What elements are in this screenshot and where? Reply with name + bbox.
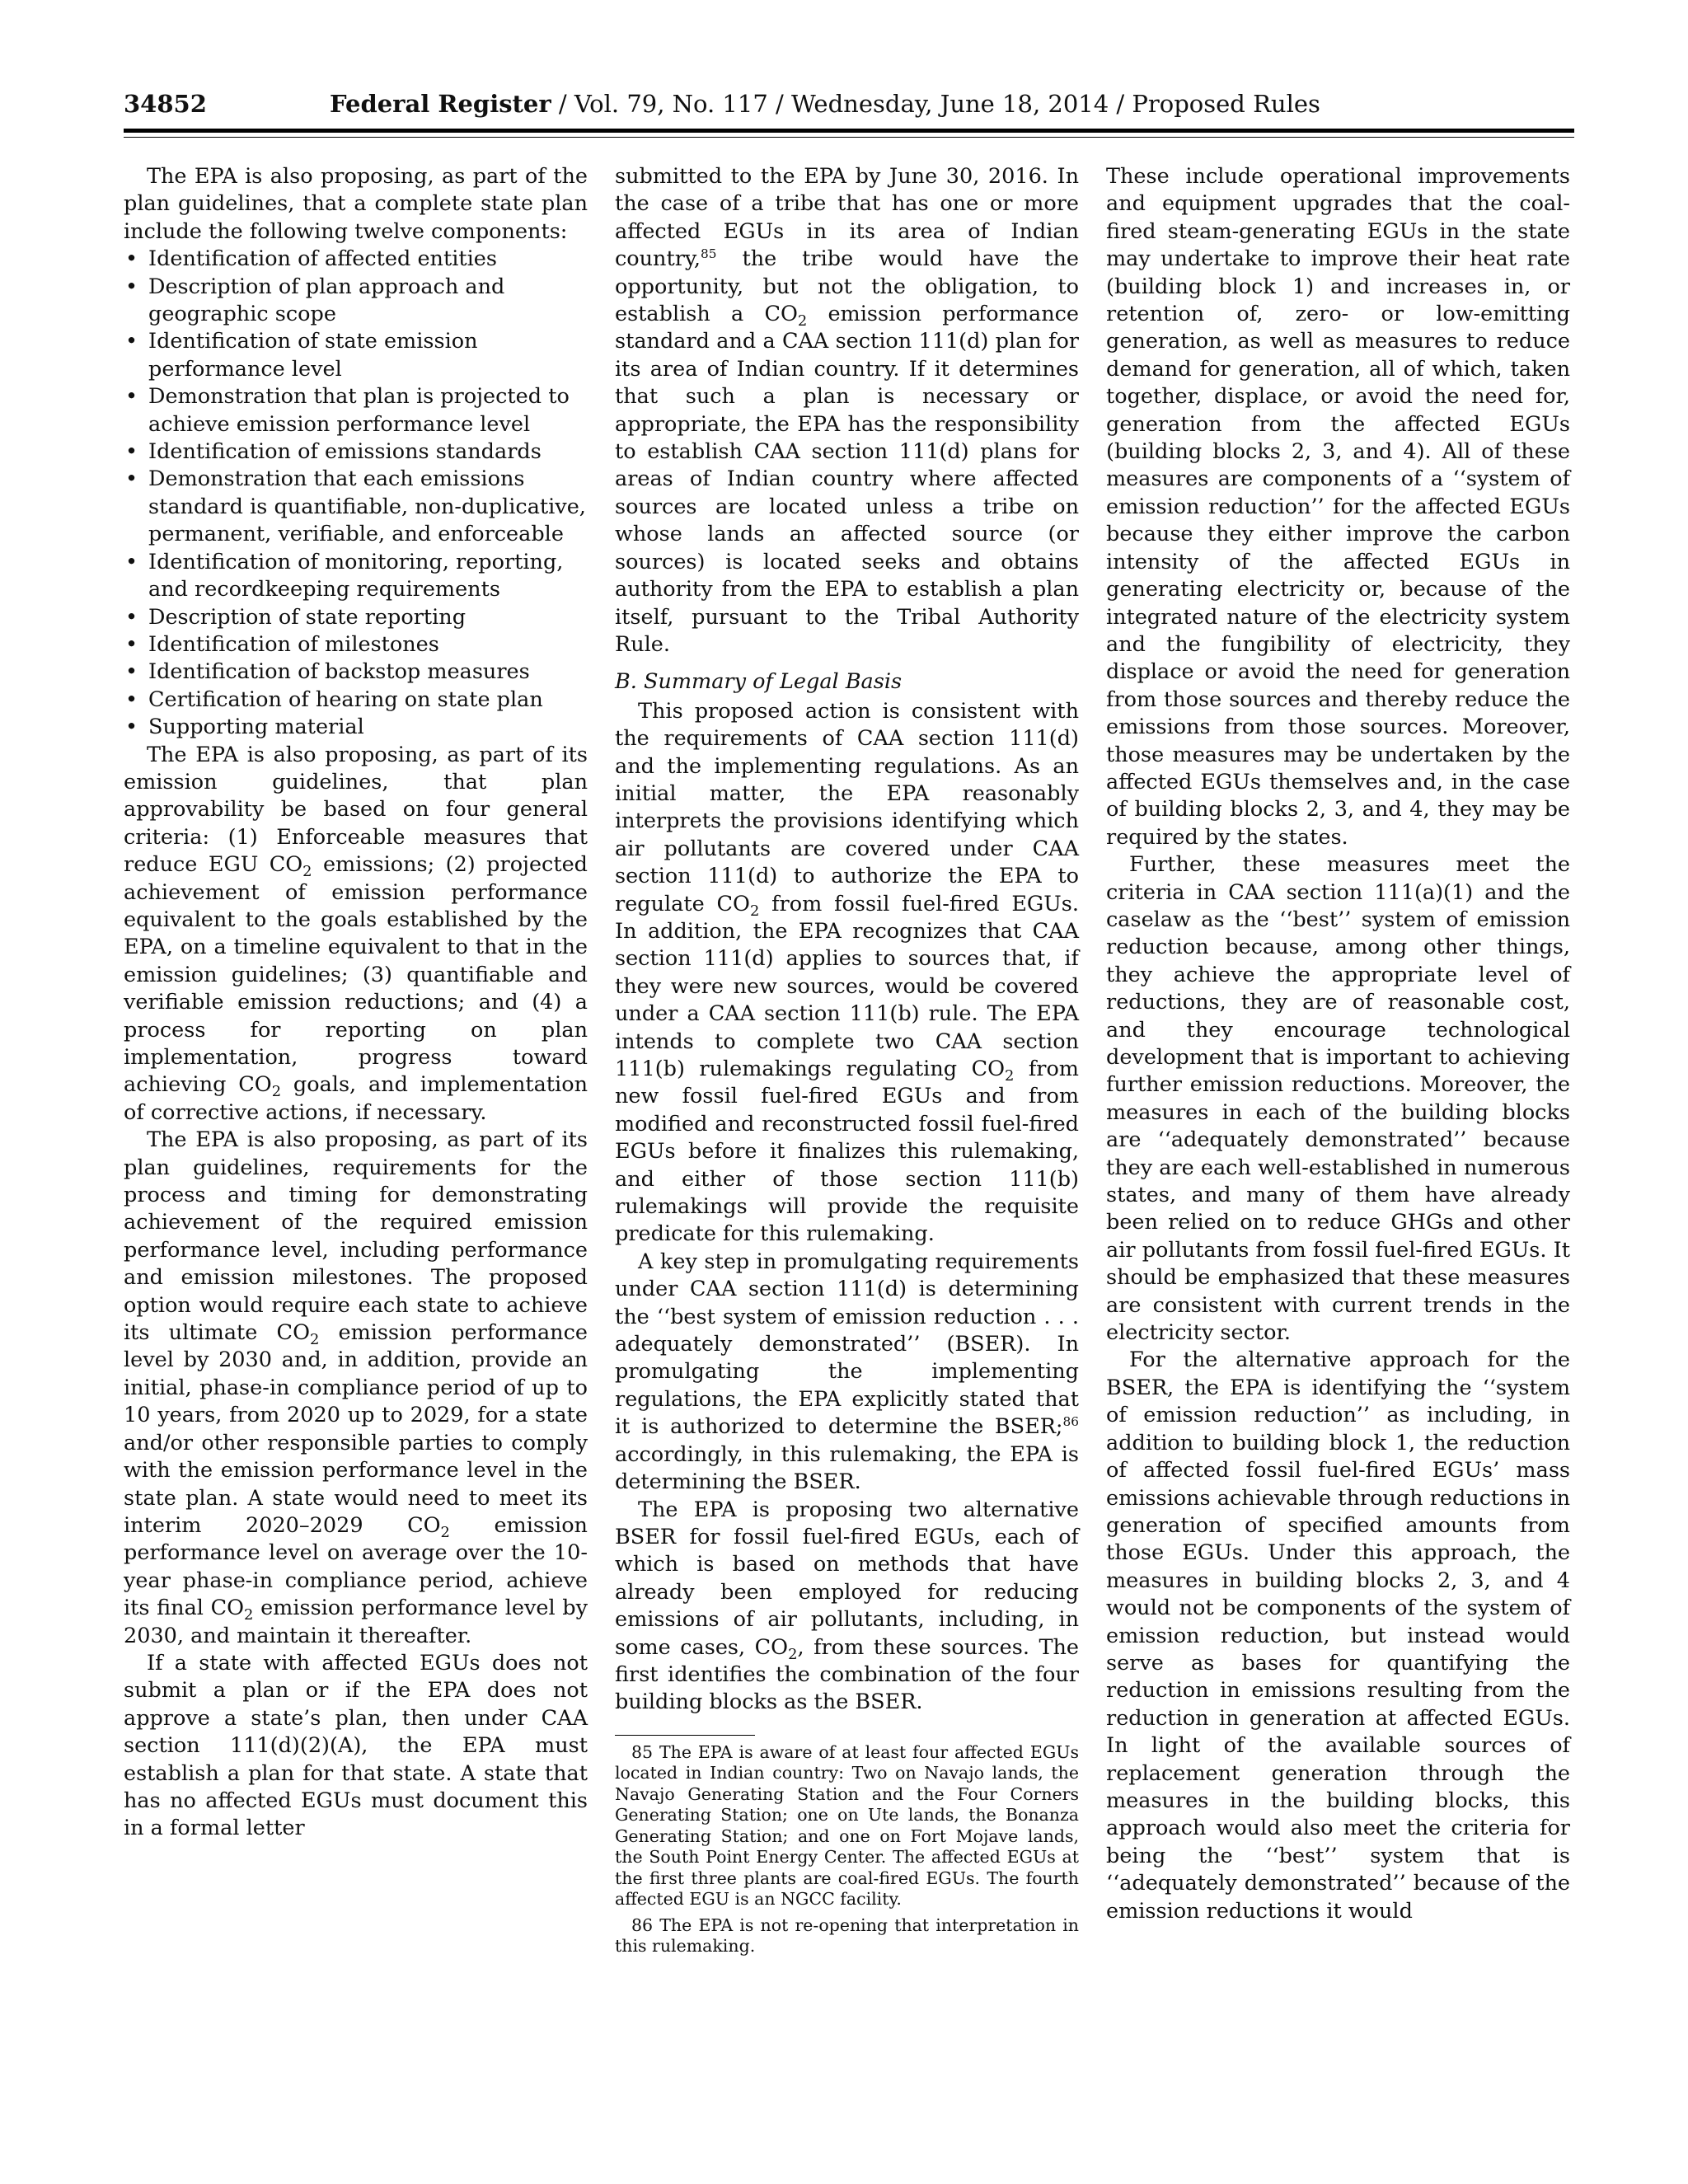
text-run: emission performance level by 2030, and maintain it thereafter. xyxy=(124,1596,588,1648)
text-run: from fossil fuel-fired EGUs. In addition, the EPA recognizes that CAA section 111(d) applies to sources that, if they were new sources, would be covered under a CAA section 111(b) rule. The EPA intends to complete two CAA section 111(b) rulemakings regulating CO xyxy=(615,891,1079,1081)
header-rule xyxy=(124,129,1574,133)
list-item: • Description of plan approach and geographic scope xyxy=(124,274,588,329)
paragraph: Further, these measures meet the criteria in CAA section 111(a)(1) and the caselaw as the ‘‘best’’ system of emission reduction because, among other things, they achieve the appropriate level of reductions, they are of reasonable cost, and they encourage technological development that is important to achieving further emission reductions. Moreover, the measures in each of the building blocks are ‘‘adequately demonstrated’’ because they are each well-established in numerous states, and many of them have already been relied on to reduce GHGs and other air pollutants from fossil fuel-fired EGUs. It should be emphasized that these measures are consistent with current trends in the electricity sector. xyxy=(1106,852,1570,1346)
column-2 xyxy=(615,163,1079,1962)
text-run: The EPA is proposing two alternative BSER for fossil fuel-fired EGUs, each of which is based on methods that have already been employed for reducing emissions of air pollutants, including, in some cases, CO xyxy=(615,1497,1079,1660)
footnote-rule xyxy=(615,1735,755,1736)
text-run: accordingly, in this rulemaking, the EPA is determining the BSER. xyxy=(615,1441,1079,1495)
paragraph xyxy=(124,742,588,1127)
text-run: This proposed action is consistent with the requirements of CAA section 111(d) and the implementing regulations. As an initial matter, the EPA reasonably interprets the provisions identifying which air pollutants are covered under CAA section 111(d) to authorize the EPA to regulate CO xyxy=(615,698,1079,916)
components-list xyxy=(124,246,588,741)
list-item: • Identification of monitoring, reporting, and recordkeeping requirements xyxy=(124,549,588,604)
paragraph xyxy=(124,1127,588,1650)
subscript: 2 xyxy=(749,902,760,920)
list-item: • Demonstration that plan is projected to achieve emission performance level xyxy=(124,383,588,438)
issue-info: / Vol. 79, No. 117 / Wednesday, June 18, 2014 / Proposed Rules xyxy=(551,90,1320,118)
paragraph xyxy=(615,163,1079,658)
list-item: • Description of state reporting xyxy=(124,604,588,631)
subscript: 2 xyxy=(788,1645,798,1663)
text-run: submitted to the EPA by June 30, 2016. In the case of a tribe that has one or more affected EGUs in its area of Indian country, xyxy=(615,164,1079,272)
column-3 xyxy=(1106,163,1570,1925)
text-run: The EPA is also proposing, as part of its emission guidelines, that plan approvability be based on four general criteria: (1) Enforceable measures that reduce EGU CO xyxy=(124,742,588,878)
text-run: A key step in promulgating requirements under CAA section 111(d) is determining the ‘‘best system of emission reduction . . . adequately demonstrated’’ (BSER). In promulgating the implementing regulations, the EPA explicitly stated that it is authorized to determine the BSER; xyxy=(615,1249,1079,1440)
paragraph xyxy=(615,1497,1079,1717)
column-1 xyxy=(124,163,588,1843)
subscript: 2 xyxy=(302,863,312,881)
list-item: • Identification of affected entities xyxy=(124,246,588,273)
text-run: emission performance standard and a CAA section 111(d) plan for its area of Indian country. If it determines that such a plan is necessary or appropriate, the EPA has the responsibility to establish CAA section 111(d) plans for areas of Indian country where affected sources are located unless a tribe on whose lands an affected source (or sources) is located seeks and obtains authority from the EPA to establish a plan itself, pursuant to the Tribal Authority Rule. xyxy=(615,302,1079,657)
text-run: emissions; (2) projected achievement of emission performance equivalent to the goals established by the EPA, on a timeline equivalent to that in the emission guidelines; (3) quantifiable and verifiable emission reductions; and (4) a process for reporting on plan implementation, progress toward achieving CO xyxy=(124,852,588,1098)
text-run: the tribe would have the opportunity, but not the obligation, to establish a CO xyxy=(615,246,1079,327)
list-item: • Identification of backstop measures xyxy=(124,658,588,686)
paragraph xyxy=(615,698,1079,1249)
list-item: • Supporting material xyxy=(124,714,588,741)
document-page xyxy=(124,82,1574,2168)
subscript: 2 xyxy=(440,1524,450,1541)
footnote-86: 86 The EPA is not re-opening that interpretation in this rulemaking. xyxy=(615,1915,1079,1957)
text-run: emission performance level on average over the 10-year phase-in compliance period, achieve its final CO xyxy=(124,1512,588,1621)
text-run: from new fossil fuel-fired EGUs and from modified and reconstructed fossil fuel-fired EGUs before it finalizes this rulemaking, and either of those section 111(b) rulemakings will provide the requisite predicate for this rulemaking. xyxy=(615,1057,1079,1247)
publication-name: Federal Register xyxy=(330,90,551,118)
text-run: goals, and implementation of corrective actions, if necessary. xyxy=(124,1072,588,1125)
page-header xyxy=(124,82,1574,125)
footnote-ref[interactable]: 85 xyxy=(701,246,717,262)
list-item: • Demonstration that each emissions standard is quantifiable, non-duplicative, permanent, verifiable, and enforceable xyxy=(124,466,588,548)
list-item: • Identification of state emission performance level xyxy=(124,328,588,383)
paragraph: The EPA is also proposing, as part of the plan guidelines, that a complete state plan include the following twelve components: xyxy=(124,164,588,244)
text-run: , from these sources. The first identifies the combination of the four building blocks as the BSER. xyxy=(615,1634,1079,1715)
running-head xyxy=(330,82,1320,125)
list-item: • Identification of emissions standards xyxy=(124,438,588,466)
footnote-85: 85 The EPA is aware of at least four affected EGUs located in Indian country: Two on Navajo lands, the Navajo Generating Station and the Four Corners Generating Station; one on Ute lands, the Bonanza Generating Station; and one on Fort Mojave lands, the South Point Energy Center. The affected EGUs at the first three plants are coal-fired EGUs. The fourth affected EGU is an NGCC facility. xyxy=(615,1741,1079,1910)
section-heading: B. Summary of Legal Basis xyxy=(615,669,903,695)
subscript: 2 xyxy=(244,1606,254,1624)
text-run: emission performance level by 2030 and, in addition, provide an initial, phase-in compliance period of up to 10 years, from 2020 up to 2029, for a state and/or other responsible parties to comply with the emission performance level in the state plan. A state would need to meet its interim 2020–2029 CO xyxy=(124,1320,588,1538)
paragraph: For the alternative approach for the BSER, the EPA is identifying the ‘‘system of emission reduction’’ as including, in addition to building block 1, the reduction of affected fossil fuel-fired EGUs’ mass emissions achievable through reductions in generation of specified amounts from those EGUs. Under this approach, the measures in building blocks 2, 3, and 4 would not be components of the system of emission reduction, but instead would serve as bases for quantifying the reduction in emissions resulting from the reduction in generation at affected EGUs. In light of the available sources of replacement generation through the measures in the building blocks, this approach would also meet the criteria for being the ‘‘best’’ system that is ‘‘adequately demonstrated’’ because of the emission reductions it would xyxy=(1106,1347,1570,1924)
subscript: 2 xyxy=(1004,1067,1015,1085)
paragraph: These include operational improvements and equipment upgrades that the coal-fired steam-generating EGUs in the state may undertake to improve their heat rate (building block 1) and increases in, or retention of, zero- or low-emitting generation, as well as measures to reduce demand for generation, all of which, taken together, displace, or avoid the need for, generation from the affected EGUs (building blocks 2, 3, and 4). All of these measures are components of a ‘‘system of emission reduction’’ for the affected EGUs because they either improve the carbon intensity of the affected EGUs in generating electricity or, because of the integrated nature of the electricity system and the fungibility of electricity, they displace or avoid the need for generation from those sources and thereby reduce the emissions from those sources. Moreover, those measures may be undertaken by the affected EGUs themselves and, in the case of building blocks 2, 3, and 4, they may be required by the states. xyxy=(1106,164,1570,850)
paragraph xyxy=(615,1249,1079,1497)
subscript: 2 xyxy=(797,312,808,330)
text-run: The EPA is also proposing, as part of its plan guidelines, requirements for the process and timing for demonstrating achievement of the required emission performance level, including performance and emission milestones. The proposed option would require each state to achieve its ultimate CO xyxy=(124,1127,588,1346)
subscript: 2 xyxy=(271,1083,282,1101)
header-rule-thin xyxy=(124,137,1574,138)
paragraph: If a state with affected EGUs does not submit a plan or if the EPA does not approve a state’s plan, then under CAA section 111(d)(2)(A), the EPA must establish a plan for that state. A state that has no affected EGUs must document this in a formal letter xyxy=(124,1650,588,1841)
list-item: • Identification of milestones xyxy=(124,631,588,658)
footnote-ref[interactable]: 86 xyxy=(1062,1414,1079,1430)
page-number: 34852 xyxy=(124,90,207,118)
list-item: • Certification of hearing on state plan xyxy=(124,687,588,714)
subscript: 2 xyxy=(309,1331,320,1349)
